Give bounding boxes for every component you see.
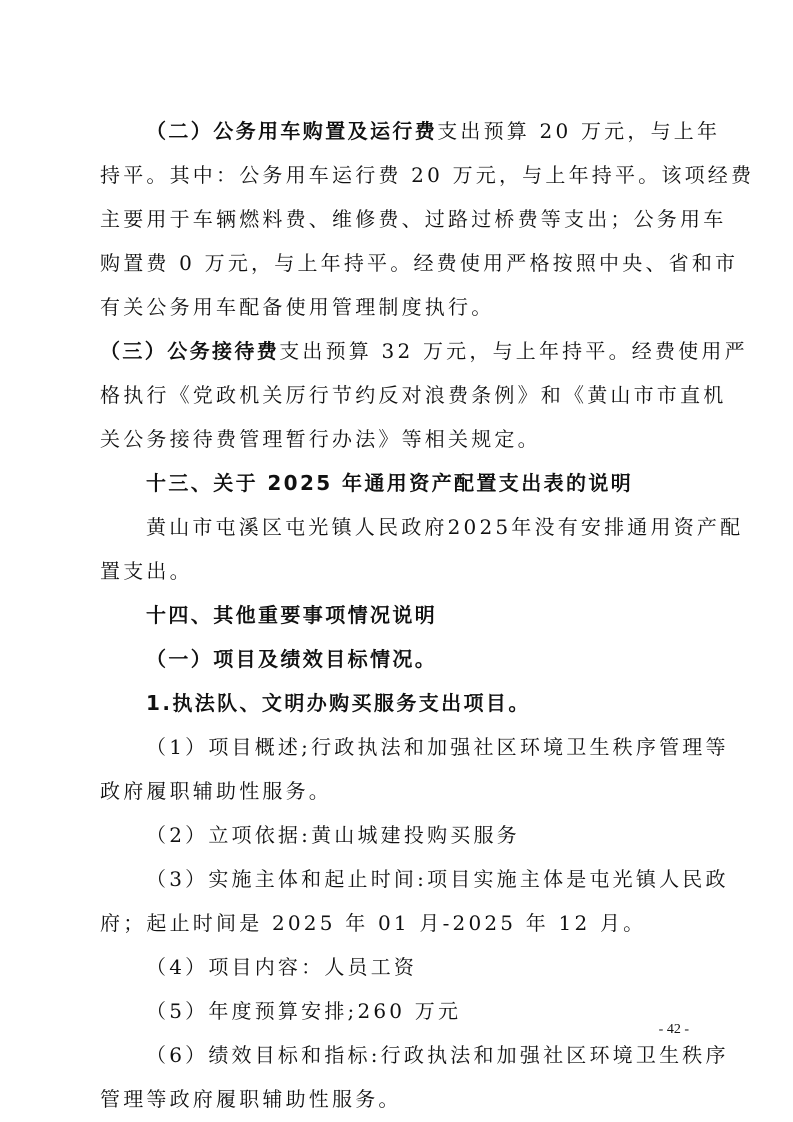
reception-line-3: 关公务接待费管理暂行办法》等相关规定。 <box>100 427 541 451</box>
reception-paragraph-first-line <box>100 336 748 366</box>
reception-line-2: 格执行《党政机关厉行节约反对浪费条例》和《黄山市市直机 <box>100 383 727 407</box>
project-title: 1.执法队、文明办购买服务支出项目。 <box>146 691 531 715</box>
vehicle-line-3: 主要用于车辆燃料费、维修费、过路过桥费等支出；公务用车 <box>100 207 727 231</box>
vehicle-heading: （二）公务用车购置及运行费 <box>146 119 438 143</box>
vehicle-line-4: 购置费 0 万元，与上年持平。经费使用严格按照中央、省和市 <box>100 251 739 275</box>
project-item-line: 政府履职辅助性服务。 <box>100 779 332 803</box>
section14-subheading: （一）项目及绩效目标情况。 <box>146 647 438 671</box>
project-item-line: （2）立项依据:黄山城建投购买服务 <box>146 823 520 847</box>
page-number: - 42 - <box>658 1022 689 1037</box>
section13-line-2: 置支出。 <box>100 559 193 583</box>
project-item-line: 府；起止时间是 2025 年 01 月-2025 年 12 月。 <box>100 911 647 935</box>
project-item-line: （4）项目内容：人员工资 <box>146 955 418 979</box>
vehicle-paragraph-first-line <box>146 116 720 146</box>
vehicle-first-line-text: 支出预算 20 万元，与上年 <box>437 119 721 143</box>
vehicle-line-5: 有关公务用车配备使用管理制度执行。 <box>100 295 495 319</box>
project-item-line: 管理等政府履职辅助性服务。 <box>100 1087 402 1111</box>
project-item-line: （1）项目概述;行政执法和加强社区环境卫生秩序管理等 <box>146 735 729 759</box>
project-item-line: （5）年度预算安排;260 万元 <box>146 999 462 1023</box>
section13-heading: 十三、关于 2025 年通用资产配置支出表的说明 <box>146 471 634 495</box>
vehicle-line-2: 持平。其中：公务用车运行费 20 万元，与上年持平。该项经费 <box>100 163 755 187</box>
reception-heading: （三）公务接待费 <box>100 339 280 363</box>
project-item-line: （6）绩效目标和指标:行政执法和加强社区环境卫生秩序 <box>146 1043 729 1067</box>
section13-line-1: 黄山市屯溪区屯光镇人民政府2025年没有安排通用资产配 <box>146 515 744 539</box>
section14-heading: 十四、其他重要事项情况说明 <box>146 603 438 627</box>
project-item-line: （3）实施主体和起止时间:项目实施主体是屯光镇人民政 <box>146 867 729 891</box>
reception-first-line-text: 支出预算 32 万元，与上年持平。经费使用严 <box>279 339 748 363</box>
